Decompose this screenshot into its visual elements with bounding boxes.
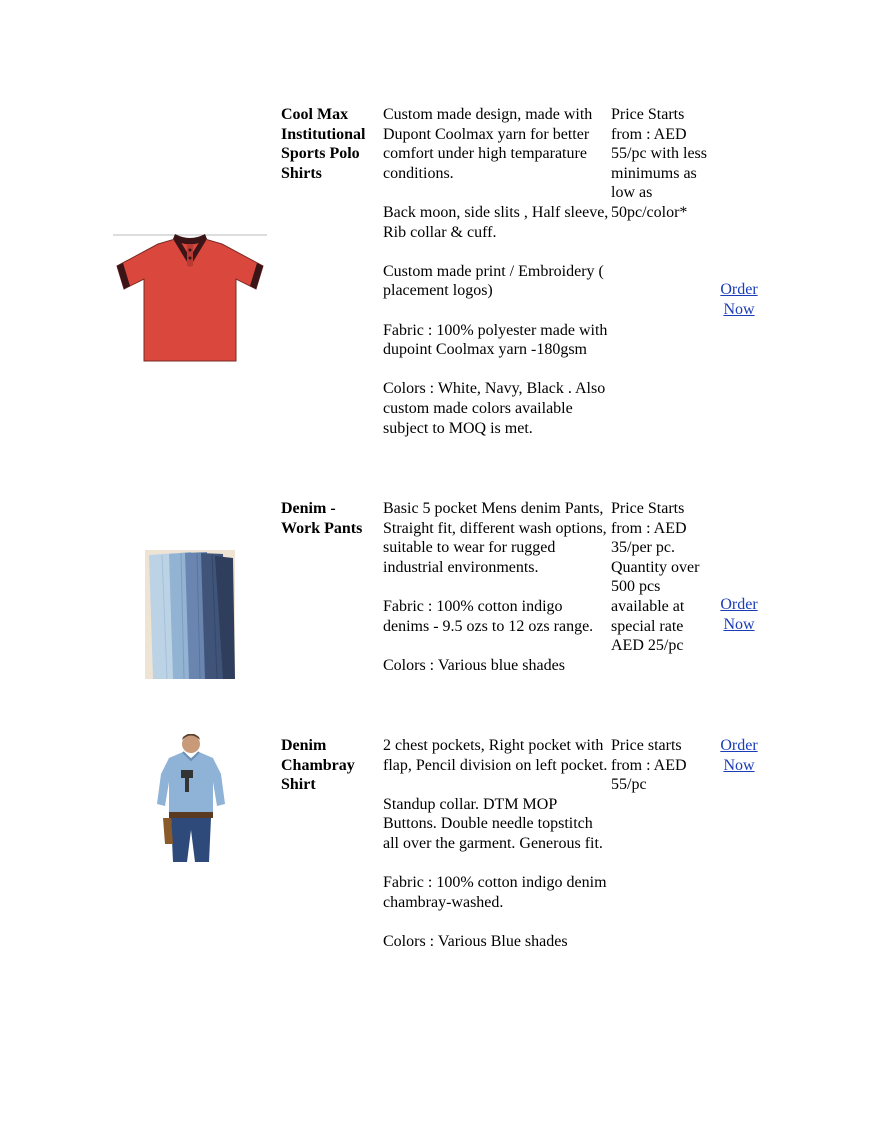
product-row-denim-pants	[0, 499, 870, 719]
product-description	[383, 736, 611, 952]
description-line: Back moon, side slits , Half sleeve, Rib collar & cuff.	[383, 203, 609, 241]
product-description	[383, 105, 611, 438]
description-line: Colors : White, Navy, Black . Also custom made colors available subject to MOQ is met.	[383, 380, 606, 437]
order-now-link[interactable]: Order Now	[720, 596, 758, 633]
product-price: Price Starts from : AED 35/per pc. Quantity over 500 pcs available at special rate AED 25/pc	[611, 500, 700, 655]
product-price: Price starts from : AED 55/pc	[611, 737, 687, 794]
product-row-chambray-shirt	[0, 736, 870, 996]
product-row-polo	[0, 105, 870, 485]
order-now-cell	[716, 736, 762, 775]
description-line: Colors : Various blue shades	[383, 656, 565, 674]
denim-pants-image	[145, 550, 235, 679]
description-line: Standup collar. DTM MOP Buttons. Double needle topstitch all over the garment. Generous fit.	[383, 795, 603, 852]
description-line: Fabric : 100% cotton indigo denims - 9.5 ozs to 12 ozs range.	[383, 597, 594, 635]
order-now-cell	[716, 595, 762, 634]
product-price: Price Starts from : AED 55/pc with less minimums as low as 50pc/color*	[611, 106, 707, 221]
description-line: Fabric : 100% cotton indigo denim chambray-washed.	[383, 874, 607, 911]
polo-shirt-image	[113, 234, 267, 364]
chambray-shirt-image	[155, 734, 231, 864]
product-name: Denim Chambray Shirt	[281, 737, 355, 794]
description-line: Fabric : 100% polyester made with dupoint Coolmax yarn -180gsm	[383, 321, 608, 359]
description-line: Custom made design, made with Dupont Coolmax yarn for better comfort under high temparature conditions.	[383, 106, 593, 182]
product-name: Cool Max Institutional Sports Polo Shirts	[281, 106, 366, 182]
product-description	[383, 499, 611, 675]
description-line: Basic 5 pocket Mens denim Pants, Straight fit, different wash options, suitable to wear for rugged industrial environments.	[383, 500, 607, 576]
description-line: Custom made print / Embroidery ( placement logos)	[383, 262, 604, 300]
order-now-cell	[716, 280, 762, 319]
order-now-link[interactable]: Order Now	[720, 281, 758, 318]
description-line: Colors : Various Blue shades	[383, 932, 568, 950]
description-line: 2 chest pockets, Right pocket with flap, Pencil division on left pocket.	[383, 737, 608, 774]
product-name: Denim - Work Pants	[281, 500, 363, 537]
order-now-link[interactable]: Order Now	[720, 737, 758, 774]
